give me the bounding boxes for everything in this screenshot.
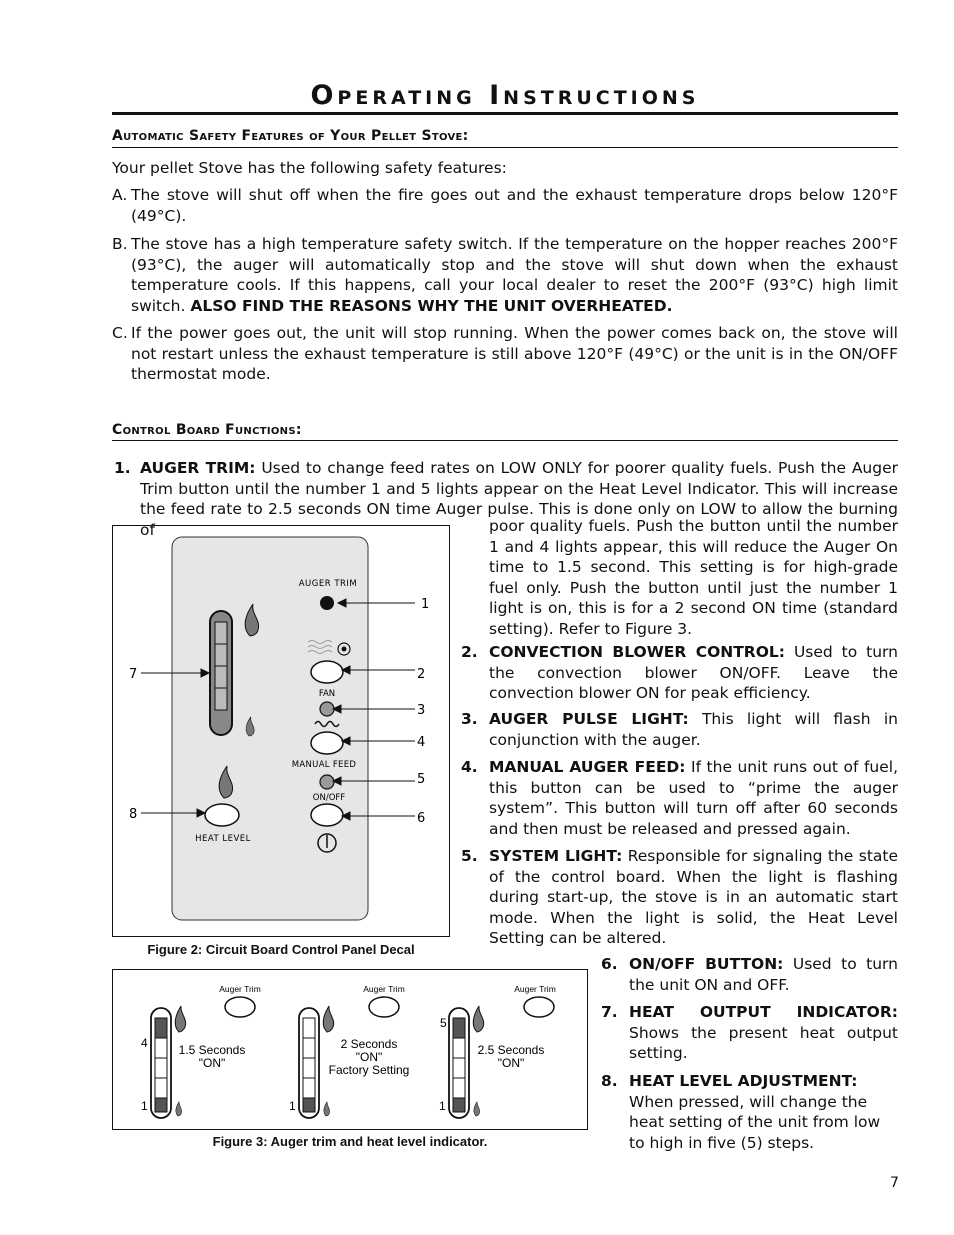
- item-number: 1.: [114, 459, 131, 477]
- item-text: Shows the present heat output setting.: [629, 1023, 898, 1062]
- trim-button-label: Auger Trim: [219, 984, 261, 994]
- list-item-a: [112, 185, 898, 226]
- callout-8: 8: [129, 807, 138, 822]
- item-title: MANUAL AUGER FEED:: [489, 758, 686, 776]
- item-title: CONVECTION BLOWER CONTROL:: [489, 643, 785, 661]
- trim-button: [524, 997, 554, 1017]
- item-title: SYSTEM LIGHT:: [489, 847, 623, 865]
- section-rule: [112, 147, 898, 148]
- callout-2: 2: [417, 667, 426, 682]
- item-3-auger-pulse: [461, 709, 898, 750]
- trim-panel-3: [439, 984, 556, 1118]
- item-title: AUGER PULSE LIGHT:: [489, 710, 689, 728]
- figure-2-control-panel: [112, 525, 450, 937]
- fan-button: [311, 661, 343, 683]
- list-bold-text: ALSO FIND THE REASONS WHY THE UNIT OVERHEATED.: [190, 296, 673, 315]
- list-text: The stove will shut off when the fire goes out and the exhaust temperature drops below 120°F (49°C).: [131, 186, 898, 225]
- item-4-manual-feed: [461, 757, 898, 839]
- light-number: 4: [141, 1036, 148, 1050]
- item-title: AUGER TRIM:: [140, 459, 256, 477]
- list-label: B.: [112, 235, 128, 253]
- callout-4: 4: [417, 735, 426, 750]
- item-title: HEAT OUTPUT INDICATOR:: [629, 1003, 898, 1021]
- item-number: 6.: [601, 955, 618, 973]
- item-6-on-off: [601, 954, 898, 995]
- item-title: HEAT LEVEL ADJUSTMENT:: [629, 1072, 858, 1090]
- trim-button-label: Auger Trim: [514, 984, 556, 994]
- item-text: Used to change feed rates on LOW ONLY for poorer quality fuels. Push the Auger Trim button until the number 1 and 5 lights appear on the Heat Level Indicator. This will increase the feed rate to 2.5 seconds ON time Auger pulse. This is done only on LOW to allow the burning of: [140, 459, 898, 539]
- item-text: Used to turn the unit ON and OFF.: [629, 955, 898, 994]
- callout-6: 6: [417, 811, 426, 826]
- list-label: C.: [112, 324, 128, 342]
- callout-5: 5: [417, 772, 426, 787]
- callout-3: 3: [417, 703, 426, 718]
- page-title: Operating Instructions: [310, 80, 700, 111]
- heat-level-button: [205, 804, 239, 826]
- item-number: 5.: [461, 847, 478, 865]
- section-heading-safety: Automatic Safety Features of Your Pellet Stove:: [112, 128, 469, 144]
- item-text: This light will flash in conjunction with the auger.: [489, 710, 898, 749]
- setting-text: 2.5 Seconds: [477, 1043, 545, 1057]
- item-number: 7.: [601, 1003, 618, 1021]
- item-8-heat-level: [601, 1071, 898, 1153]
- control-panel-diagram: [113, 526, 451, 938]
- light-number: 1: [141, 1099, 148, 1113]
- list-text: The stove has a high temperature safety switch. If the temperature on the hopper reaches 200°F (93°C), the auger will automatically stop and the stove will shut down when the exhaust temperature cools. If this happens, call your local dealer to reset the 200°F (93°C) high limit switch.: [131, 235, 898, 315]
- section-rule: [112, 440, 898, 441]
- trim-panel-1: [141, 984, 261, 1118]
- auger-trim-diagram: [113, 970, 589, 1131]
- trim-panel-2: [289, 984, 409, 1118]
- light-number: 1: [289, 1099, 296, 1113]
- label-fan: FAN: [318, 689, 336, 699]
- on-off-button: [311, 804, 343, 826]
- setting-text: 1.5 Seconds: [178, 1043, 246, 1057]
- title-rule: [112, 112, 898, 115]
- label-auger-trim: AUGER TRIM: [298, 579, 358, 589]
- section-heading-control: Control Board Functions:: [112, 422, 302, 438]
- list-item-c: [112, 323, 898, 385]
- page-number: 7: [890, 1175, 899, 1191]
- item-text: When pressed, will change the heat setting of the unit from low to high in five (5) steps.: [629, 1092, 881, 1152]
- item-text: Responsible for signaling the state of the control board. When the light is flashing during start-up, the stove is in an automatic start mode. When the light is solid, the Heat Level Setting can be altered.: [489, 847, 899, 947]
- intro-text: Your pellet Stove has the following safety features:: [112, 159, 507, 177]
- list-label: A.: [112, 186, 128, 204]
- item-number: 8.: [601, 1072, 618, 1090]
- manual-feed-button: [311, 732, 343, 754]
- setting-text: 2 Seconds: [340, 1037, 398, 1051]
- list-item-b: [112, 234, 898, 316]
- callout-7: 7: [129, 667, 138, 682]
- item-text: Used to turn the convection blower ON/OFF. Leave the convection blower ON for peak efficiency.: [489, 643, 898, 702]
- list-text: If the power goes out, the unit will stop running. When the power comes back on, the stove will not restart unless the exhaust temperature is still above 120°F (49°C) or the unit is in the ON/OFF thermostat mode.: [131, 324, 898, 383]
- setting-text: "ON": [497, 1056, 525, 1070]
- item-5-system-light: [461, 846, 898, 949]
- item-7-heat-output: [601, 1002, 898, 1064]
- auger-trim-button: [320, 596, 334, 610]
- figure-2-caption: Figure 2: Circuit Board Control Panel Decal: [147, 942, 415, 957]
- decal-panel: [172, 537, 368, 920]
- figure-3-caption: Figure 3: Auger trim and heat level indicator.: [212, 1134, 488, 1149]
- light-number: 1: [439, 1099, 446, 1113]
- system-light: [320, 775, 334, 789]
- label-heat-level: HEAT LEVEL: [195, 834, 251, 844]
- label-on-off: ON/OFF: [312, 793, 346, 803]
- figure-3-auger-trim: [112, 969, 588, 1130]
- setting-text: Factory Setting: [328, 1063, 410, 1077]
- item-title: ON/OFF BUTTON:: [629, 955, 784, 973]
- item-number: 3.: [461, 710, 478, 728]
- item-1-continued: poor quality fuels. Push the button until the number 1 and 4 lights appear, this will reduce the Auger On time to 1.5 second. This setting is for high-grade fuel only. Push the button until just the number 1 light is on, this is for a 2 second ON time (standard setting). Refer to Figure 3.: [489, 517, 898, 638]
- item-number: 4.: [461, 758, 478, 776]
- setting-text: "ON": [355, 1050, 383, 1064]
- callout-1: 1: [421, 597, 430, 612]
- setting-text: "ON": [198, 1056, 226, 1070]
- label-manual-feed: MANUAL FEED: [291, 760, 357, 770]
- trim-button-label: Auger Trim: [363, 984, 405, 994]
- item-2-convection: [461, 642, 898, 704]
- trim-button: [225, 997, 255, 1017]
- trim-button: [369, 997, 399, 1017]
- item-text: If the unit runs out of fuel, this button can be used to “prime the auger system”. This button will turn off after 60 seconds and then must be released and pressed again.: [489, 758, 898, 838]
- item-number: 2.: [461, 643, 478, 661]
- light-number: 5: [440, 1016, 447, 1030]
